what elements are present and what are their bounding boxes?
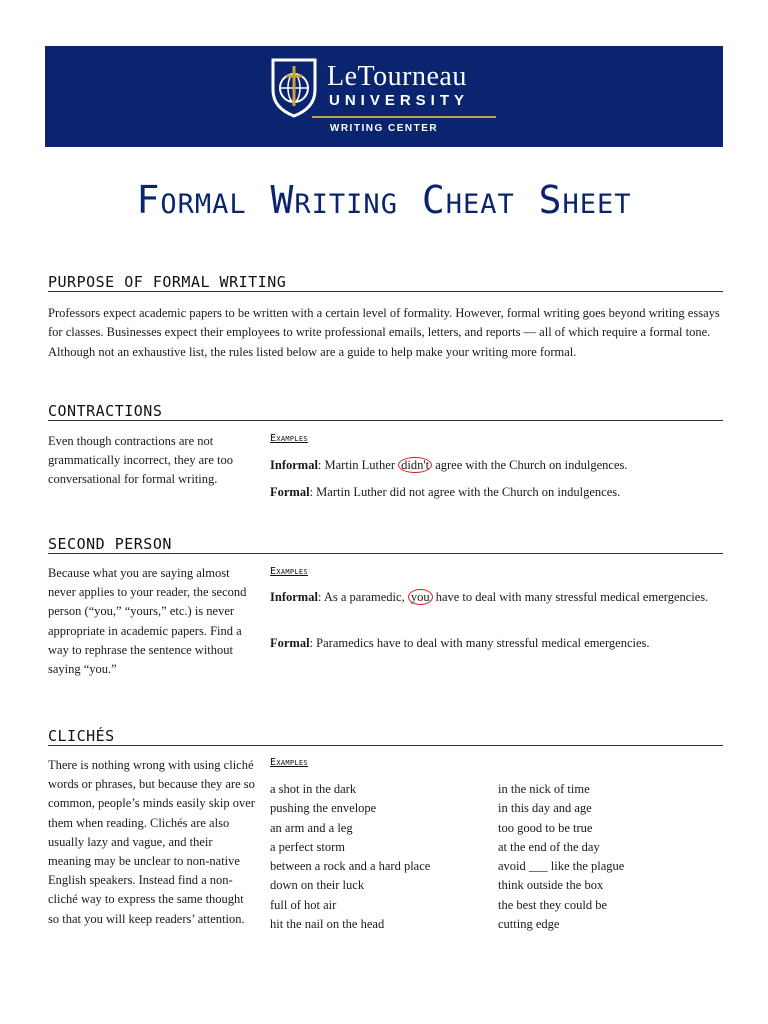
list-item: between a rock and a hard place [270,859,431,874]
highlighted-word: you [408,589,433,605]
list-item: too good to be true [498,820,593,835]
cliches-examples-label: Examples [270,757,308,768]
university-word: UNIVERSITY [329,92,470,109]
list-item: an arm and a leg [270,820,353,835]
header-banner [45,46,723,147]
list-item: hit the nail on the head [270,917,385,932]
informal-label: Informal [270,458,318,472]
section-heading-cliches: CLICHÉS [48,727,723,746]
gold-divider [312,116,496,118]
list-item: cutting edge [498,917,560,932]
second-person-description: Because what you are saying almost never applies to your reader, the second person (“you,” “yours,” etc.) is never appropriate in academic papers. Find a way to rephrase the sentence without saying “you.” [48,566,247,677]
list-item: a shot in the dark [270,782,357,796]
second-person-informal-example: Informal: As a paramedic, you have to deal with many stressful medical emergencies. [270,590,709,604]
second-person-formal-example: Formal: Paramedics have to deal with many stressful medical emergencies. [270,636,650,650]
contractions-examples-label: Examples [270,433,308,444]
page-title: Formal Writing Cheat Sheet [136,178,632,222]
university-crest-icon [269,56,319,118]
cliches-list-column-2 [498,780,624,934]
list-item: pushing the envelope [270,801,377,816]
purpose-paragraph: Professors expect academic papers to be written with a certain level of formality. However, formal writing goes beyond writing essays for classes. Businesses expect their employees to write professional emails, letters, and reports — all of which require a formal tone. Although not an exhaustive list, the rules listed below are a guide to help make your writing more formal. [48,306,720,359]
list-item: avoid ___ like the plague [498,859,625,874]
list-item: think outside the box [498,878,604,893]
university-name: LeTourneau [327,61,467,92]
list-item: at the end of the day [498,839,600,854]
formal-label: Formal [270,485,310,499]
list-item: in this day and age [498,801,592,816]
list-item: full of hot air [270,897,337,912]
list-item: in the nick of time [498,782,590,796]
section-heading-purpose: PURPOSE OF FORMAL WRITING [48,273,723,292]
list-item: a perfect storm [270,839,345,854]
formal-label: Formal [270,636,310,650]
second-person-examples-label: Examples [270,566,308,577]
list-item: the best they could be [498,897,607,912]
cliches-list-column-1 [270,780,430,934]
highlighted-word: didn't [398,457,432,473]
cliches-description: There is nothing wrong with using cliché words or phrases, but because they are so common, people’s minds easily skip over them when reading. Clichés are also usually lazy and vague, and their meaning may be unclear to non-native English speakers. Instead find a non-cliché way to express the same thought so that you will keep readers’ attention. [48,758,255,926]
informal-label: Informal [270,590,318,604]
contractions-formal-example: Formal: Martin Luther did not agree with the Church on indulgences. [270,485,621,499]
section-heading-second-person: SECOND PERSON [48,535,723,554]
section-heading-contractions: CONTRACTIONS [48,402,723,421]
list-item: down on their luck [270,878,365,893]
contractions-informal-example: Informal: Martin Luther didn't agree with the Church on indulgences. [270,458,628,472]
writing-center-label: WRITING CENTER [329,123,439,134]
contractions-description: Even though contractions are not grammatically incorrect, they are too conversational for formal writing. [48,434,233,487]
